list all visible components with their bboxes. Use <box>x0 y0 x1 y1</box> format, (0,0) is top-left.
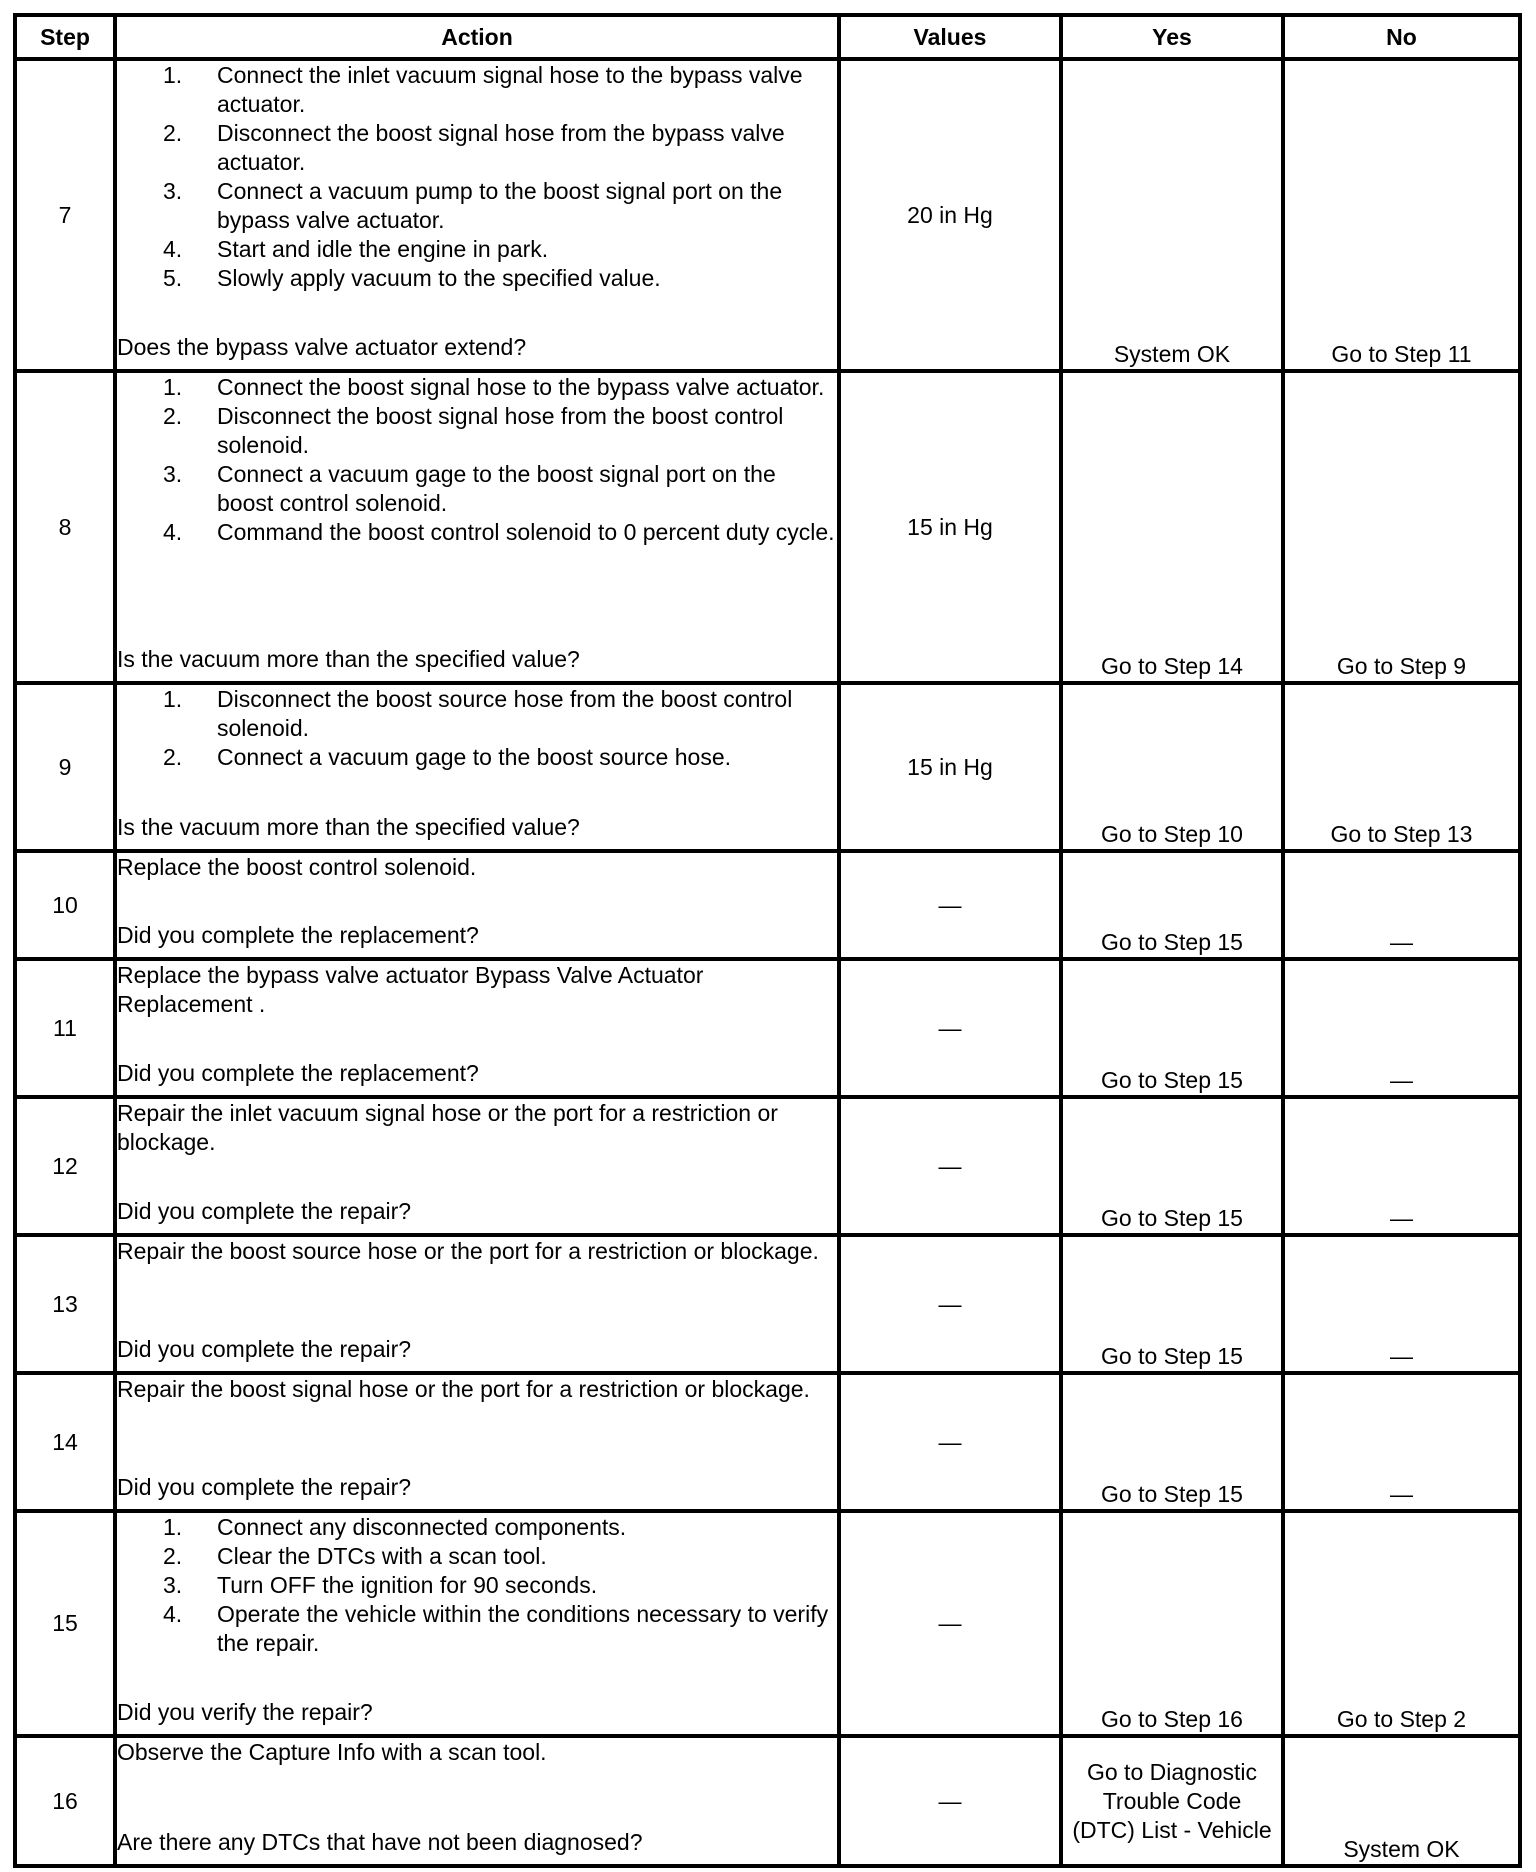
action-text: Repair the boost signal hose or the port for a restriction or blockage. <box>117 1376 810 1402</box>
step-number: 12 <box>17 1099 117 1237</box>
table-row <box>17 1237 1522 1375</box>
header-action: Action <box>117 17 841 61</box>
list-item: 5. Slowly apply vacuum to the specified value. <box>163 265 661 291</box>
no-cell: Go to Step 2 <box>1285 1513 1522 1738</box>
yes-cell: Go to Step 15 <box>1063 853 1285 961</box>
list-item: 1. Connect the inlet vacuum signal hose to the bypass valve actuator. <box>163 62 803 117</box>
no-cell: — <box>1285 1237 1522 1375</box>
no-cell: Go to Step 9 <box>1285 373 1522 685</box>
list-item: 2. Clear the DTCs with a scan tool. <box>163 1543 547 1569</box>
step-number: 11 <box>17 961 117 1099</box>
yes-cell: Go to Step 10 <box>1063 685 1285 853</box>
action-question: Is the vacuum more than the specified value? <box>117 646 580 672</box>
action-steps <box>117 1513 837 1658</box>
action-question: Did you complete the replacement? <box>117 922 479 948</box>
table-row <box>17 1375 1522 1513</box>
action-cell <box>117 61 841 373</box>
value-cell: — <box>841 1099 1063 1237</box>
step-number: 7 <box>17 61 117 373</box>
value-cell: 15 in Hg <box>841 685 1063 853</box>
no-cell: Go to Step 11 <box>1285 61 1522 373</box>
list-item: 3. Connect a vacuum gage to the boost signal port on the boost control solenoid. <box>163 461 776 516</box>
header-yes: Yes <box>1063 17 1285 61</box>
action-question: Are there any DTCs that have not been diagnosed? <box>117 1829 643 1855</box>
header-no: No <box>1285 17 1522 61</box>
action-cell <box>117 853 841 961</box>
action-question: Did you complete the replacement? <box>117 1060 479 1086</box>
table-row <box>17 1738 1522 1868</box>
list-item: 1. Disconnect the boost source hose from the boost control solenoid. <box>163 686 793 741</box>
action-text: Replace the boost control solenoid. <box>117 854 477 880</box>
action-question: Is the vacuum more than the specified value? <box>117 814 580 840</box>
list-item: 4. Operate the vehicle within the conditions necessary to verify the repair. <box>163 1601 829 1656</box>
action-text: Repair the boost source hose or the port for a restriction or blockage. <box>117 1238 819 1264</box>
action-cell <box>117 961 841 1099</box>
no-cell: — <box>1285 961 1522 1099</box>
value-cell: 20 in Hg <box>841 61 1063 373</box>
step-number: 13 <box>17 1237 117 1375</box>
action-cell <box>117 1099 841 1237</box>
yes-cell: Go to Step 15 <box>1063 1099 1285 1237</box>
no-cell: — <box>1285 1375 1522 1513</box>
list-item: 1. Connect any disconnected components. <box>163 1514 627 1540</box>
value-cell: 15 in Hg <box>841 373 1063 685</box>
table-row <box>17 1099 1522 1237</box>
diagnostic-table <box>13 13 1522 1868</box>
table-row <box>17 961 1522 1099</box>
step-number: 9 <box>17 685 117 853</box>
header-values: Values <box>841 17 1063 61</box>
step-number: 10 <box>17 853 117 961</box>
step-number: 15 <box>17 1513 117 1738</box>
value-cell: — <box>841 1513 1063 1738</box>
no-cell: — <box>1285 853 1522 961</box>
table-row <box>17 61 1522 373</box>
yes-cell: Go to Step 15 <box>1063 961 1285 1099</box>
action-text: Replace the bypass valve actuator Bypass Valve Actuator Replacement . <box>117 962 704 1017</box>
no-cell: — <box>1285 1099 1522 1237</box>
action-question: Did you complete the repair? <box>117 1336 412 1362</box>
yes-cell: Go to Diagnostic Trouble Code (DTC) List - Vehicle <box>1063 1738 1285 1868</box>
list-item: 1. Connect the boost signal hose to the bypass valve actuator. <box>163 374 825 400</box>
value-cell: — <box>841 1237 1063 1375</box>
no-cell: System OK <box>1285 1738 1522 1868</box>
action-cell <box>117 1237 841 1375</box>
action-cell <box>117 1513 841 1738</box>
yes-cell: Go to Step 14 <box>1063 373 1285 685</box>
value-cell: — <box>841 1738 1063 1868</box>
table-row <box>17 853 1522 961</box>
value-cell: — <box>841 961 1063 1099</box>
yes-cell: Go to Step 16 <box>1063 1513 1285 1738</box>
action-cell <box>117 1738 841 1868</box>
action-steps <box>117 373 837 547</box>
header-row <box>17 17 1522 61</box>
action-cell <box>117 1375 841 1513</box>
action-question: Did you complete the repair? <box>117 1198 412 1224</box>
action-steps <box>117 61 837 293</box>
step-number: 16 <box>17 1738 117 1868</box>
step-number: 14 <box>17 1375 117 1513</box>
list-item: 4. Command the boost control solenoid to 0 percent duty cycle. <box>163 519 835 545</box>
no-cell: Go to Step 13 <box>1285 685 1522 853</box>
action-cell <box>117 685 841 853</box>
yes-cell: Go to Step 15 <box>1063 1237 1285 1375</box>
value-cell: — <box>841 1375 1063 1513</box>
value-cell: — <box>841 853 1063 961</box>
list-item: 3. Turn OFF the ignition for 90 seconds. <box>163 1572 598 1598</box>
action-text: Repair the inlet vacuum signal hose or the port for a restriction or blockage. <box>117 1100 778 1155</box>
action-question: Does the bypass valve actuator extend? <box>117 334 527 360</box>
step-number: 8 <box>17 373 117 685</box>
yes-cell: Go to Step 15 <box>1063 1375 1285 1513</box>
list-item: 4. Start and idle the engine in park. <box>163 236 549 262</box>
list-item: 2. Connect a vacuum gage to the boost source hose. <box>163 744 731 770</box>
action-text: Observe the Capture Info with a scan tool. <box>117 1739 547 1765</box>
table-row <box>17 1513 1522 1738</box>
yes-cell: System OK <box>1063 61 1285 373</box>
action-steps <box>117 685 837 772</box>
header-step: Step <box>17 17 117 61</box>
table-row <box>17 685 1522 853</box>
list-item: 3. Connect a vacuum pump to the boost signal port on the bypass valve actuator. <box>163 178 783 233</box>
action-question: Did you verify the repair? <box>117 1699 373 1725</box>
action-cell <box>117 373 841 685</box>
list-item: 2. Disconnect the boost signal hose from the boost control solenoid. <box>163 403 784 458</box>
table-row <box>17 373 1522 685</box>
list-item: 2. Disconnect the boost signal hose from the bypass valve actuator. <box>163 120 785 175</box>
action-question: Did you complete the repair? <box>117 1474 412 1500</box>
